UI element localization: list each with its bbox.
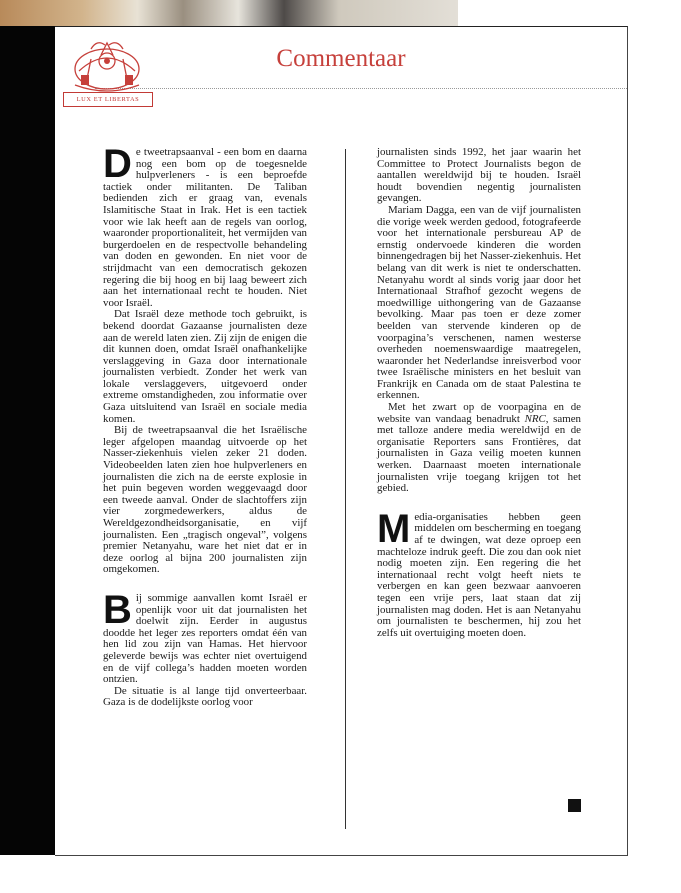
nrc-crest-icon — [61, 35, 153, 95]
paragraph-text: Met het zwart op de voorpagina en de website van vandaag benadrukt — [377, 401, 581, 425]
paragraph: Mariam Dagga, een van de vijf journalisten die vorige week werden gedood, fotografeerde voor het internationale persbureau AP de ernstig ondervoede kinderen die worden binnengedragen bij het Nasser-ziekenhuis. Het belang van dit werk is niet te onderschatten. Netanyahu wordt al sinds vorig jaar door het Internationaal Strafhof gezocht wegens de moedwillige uithongering van de Gazaanse bevolking. Maar pas toen er deze zomer beelden van stervende kinderen op de voorpagina’s verschenen, namen westerse overheden noemenswaardige maatregelen, waaronder het Nederlandse inreisverbod voor twee Israëlische ministers en het besluit van Frankrijk en Canada om de staat Palestina te erkennen. — [377, 203, 581, 402]
paragraph: Bij de tweetrapsaanval die het Israëlische leger afgelopen maandag uitvoerde op het Nasser-ziekenhuis vielen zeker 21 doden. Videobeelden laten zien hoe hulpverleners en journalisten die zich na de eerste explosie in het puin begeven worden weggevaagd door een tweede aanval. Onder de slachtoffers zijn vier zorgmedewerkers, aldus de Wereldgezondheidsorganisatie, en vijf journalisten. Een „tragisch ongeval”, volgens premier Netanyahu, ware het niet dat er in deze oorlog al bijna 200 journalisten zijn omgekomen. — [103, 424, 307, 576]
paragraph — [103, 142, 307, 309]
paragraph: De situatie is al lange tijd onverteerbaar. Gaza is de dodelijkste oorlog voor — [103, 684, 307, 709]
header-photo-strip — [0, 0, 458, 26]
commentary-page — [55, 26, 628, 856]
drop-cap: M — [377, 506, 411, 551]
end-of-article-mark — [568, 799, 581, 812]
paragraph: Dat Israël deze methode toch gebruikt, is bekend doordat Gazaanse journalisten deze aan de wereld laten zien. Zij zijn de enigen die dit kunnen doen, omdat Israël onafhankelijke verslaggeving in Gaza door internationale journalisten verbiedt. Zonder het werk van lokale verslaggevers, uitgevoerd onder extreme omstandigheden, zou informatie over Gaza uitsluitend van Israël en sociale media komen. — [103, 308, 307, 425]
paragraph — [377, 402, 581, 495]
paragraph — [377, 506, 581, 640]
nrc-crest-logo — [61, 35, 153, 119]
newspaper-name: NRC — [524, 412, 546, 425]
logo-motto: LUX ET LIBERTAS — [63, 92, 153, 107]
article-column-2 — [377, 147, 581, 639]
drop-cap: D — [103, 142, 132, 186]
column-divider — [345, 149, 346, 829]
paragraph — [103, 587, 307, 686]
article-column-1 — [103, 142, 307, 709]
paragraph-text: ij sommige aanvallen komt Israël er openlijk voor uit dat journalisten het doelwit zijn. Eerder in augustus doodde het leger zes reporters omdat één van hen lid zou zijn van Hamas. Het hiervoor geleverde bewijs was echter niet overtuigend en de vijf collega’s hadden moeten worden ontzien. — [103, 591, 307, 686]
drop-cap: B — [103, 587, 132, 632]
section-title: Commentaar — [276, 45, 406, 72]
title-divider — [95, 88, 627, 89]
black-margin-bar — [0, 26, 55, 855]
paragraph-text: e tweetrapsaanval - een bom en daarna nog een bom op de toegesnelde hulpverleners - is een beproefde tactiek onder militanten. De Taliban bedienden zich er graag van, evenals Islamitische Staat in Irak. Het is een tactiek voor wie lak heeft aan de regels van oorlog, waaronder proportionaliteit, het vermijden van burgerdoelen en de respectvolle behandeling van doden en gewonden. En niet voor de strijdmacht van een democratisch gekozen regering die bij hoog en bij laag beweert zich aan het internationaal recht te houden. Niet voor Israël. — [103, 146, 307, 309]
paragraph-text: , samen met talloze andere media wereldwijd en de organisatie Reporters sans Frontières, dat journalisten in Gaza veilig moeten kunnen werken. Daarnaast moeten internationale journalisten vrije toegang krijgen tot het gebied. — [377, 412, 581, 495]
paragraph: journalisten sinds 1992, het jaar waarin het Committee to Protect Journalists begon de aantallen wereldwijd bij te houden. Israël houdt bovendien negentig journalisten gevangen. — [377, 146, 581, 205]
paragraph-text: edia-organisaties hebben geen middelen om bescherming en toegang af te dwingen, wat deze oproep een machteloze indruk geeft. Die zou dan ook niet nodig moeten zijn. Een regering die het internationaal recht volgt heeft niets te verbergen en kan geen bezwaar aanvoeren tegen een vrije pers, laat staan dat zij journalisten mag doden. Het is aan Netanyahu om journalisten te beschermen, hij zou het zelfs uit overtuiging moeten doen. — [377, 510, 581, 639]
